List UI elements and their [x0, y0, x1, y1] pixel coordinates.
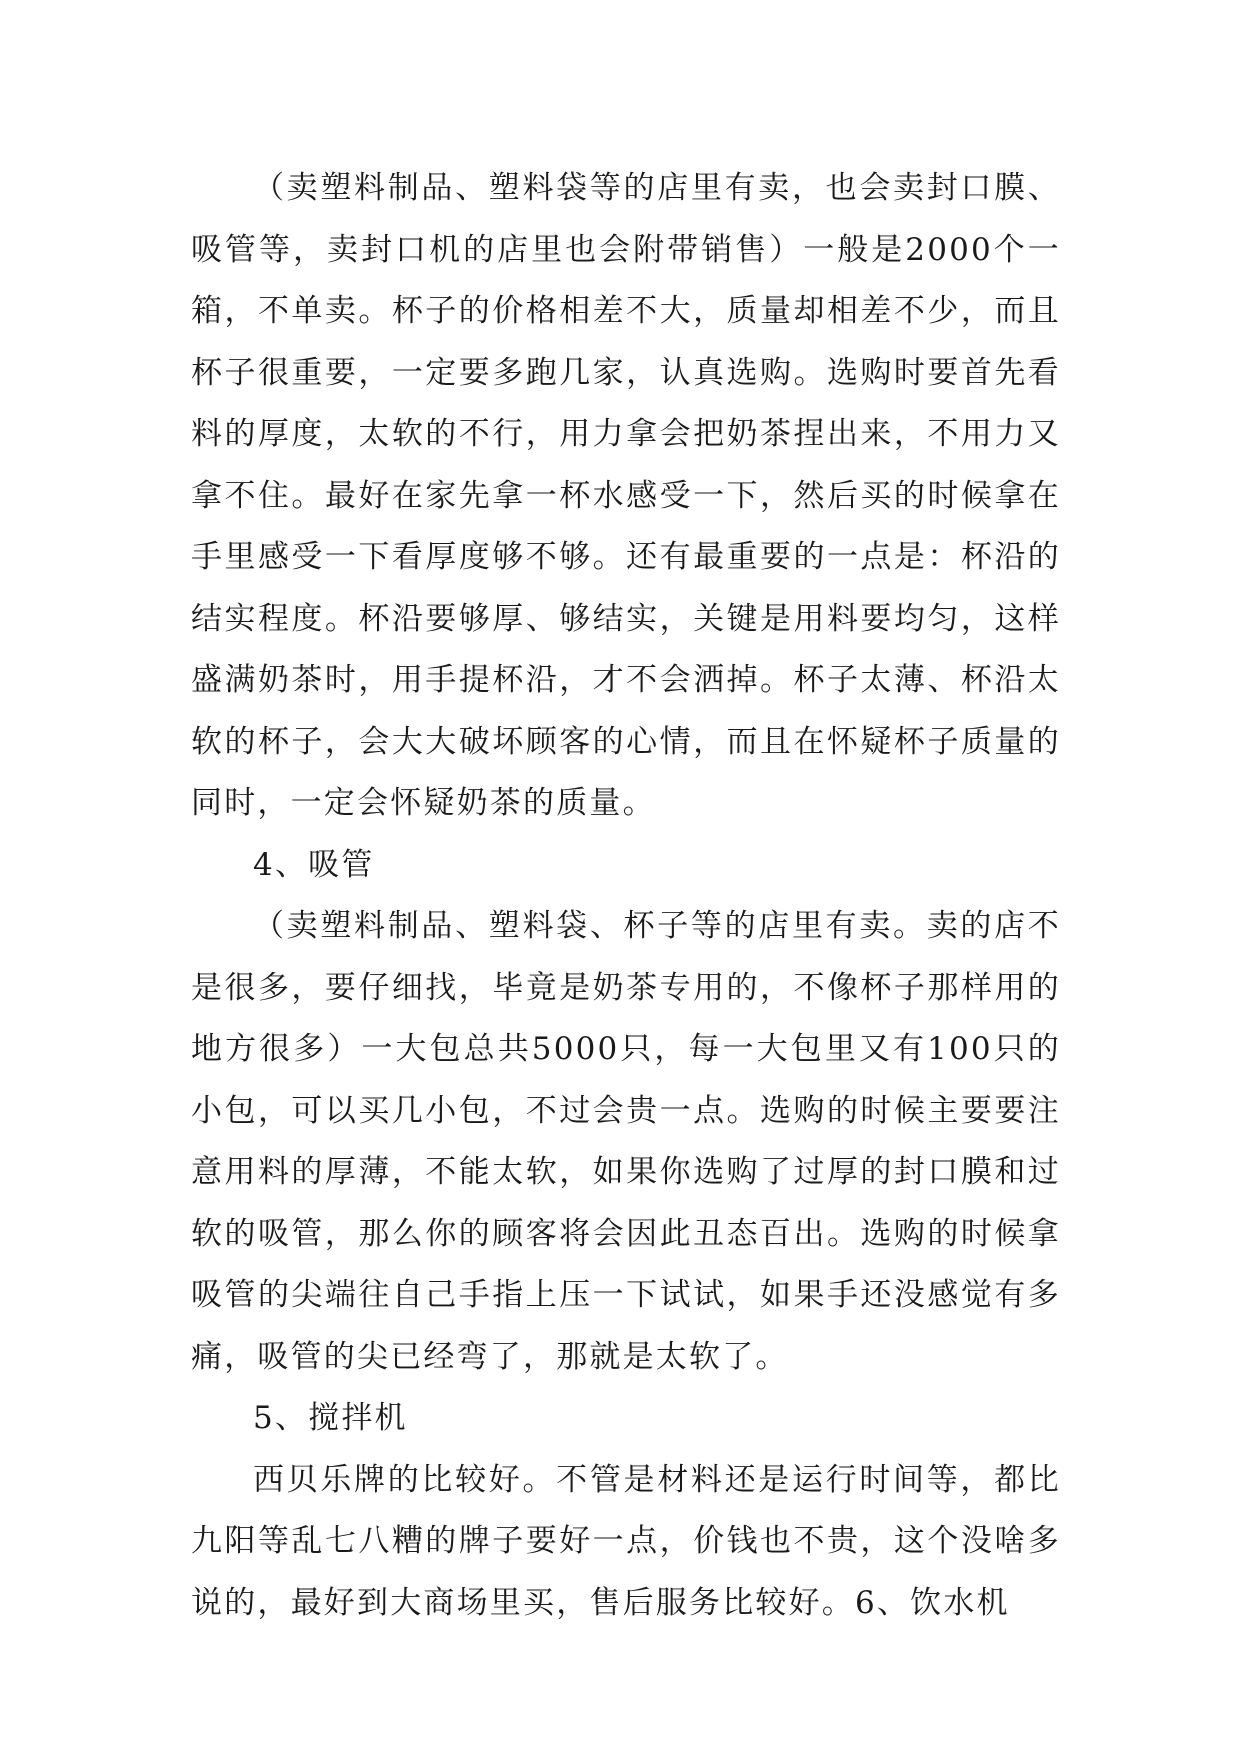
paragraph-cups: （卖塑料制品、塑料袋等的店里有卖，也会卖封口膜、吸管等，卖封口机的店里也会附带销售）一般是2000个一箱，不单卖。杯子的价格相差不大，质量却相差不少，而且杯子很重要，一定要多跑几家，认真选购。选购时要首先看料的厚度，太软的不行，用力拿会把奶茶捏出来，不用力又拿不住。最好在家先拿一杯水感受一下，然后买的时候拿在手里感受一下看厚度够不够。还有最重要的一点是：杯沿的结实程度。杯沿要够厚、够结实，关键是用料要均匀，这样盛满奶茶时，用手提杯沿，才不会洒掉。杯子太薄、杯沿太软的杯子，会大大破坏顾客的心情，而且在怀疑杯子质量的同时，一定会怀疑奶茶的质量。 — [191, 170, 1061, 821]
paragraph-blender: 西贝乐牌的比较好。不管是材料还是运行时间等，都比九阳等乱七八糟的牌子要好一点，价钱也不贵，这个没啥多说的，最好到大商场里买，售后服务比较好。6、饮水机 — [191, 1461, 1061, 1621]
document-body — [191, 158, 1061, 1634]
section-heading-blender: 5、搅拌机 — [253, 1400, 408, 1436]
section-heading-straws: 4、吸管 — [253, 846, 375, 883]
paragraph-straws: （卖塑料制品、塑料袋、杯子等的店里有卖。卖的店不是很多，要仔细找，毕竟是奶茶专用的，不像杯子那样用的地方很多）一大包总共5000只，每一大包里又有100只的小包，可以买几小包，不过会贵一点。选购的时候主要要注意用料的厚薄，不能太软，如果你选购了过厚的封口膜和过软的吸管，那么你的顾客将会因此丑态百出。选购的时候拿吸管的尖端往自己手指上压一下试试，如果手还没感觉有多痛，吸管的尖已经弯了，那就是太软了。 — [191, 908, 1061, 1375]
